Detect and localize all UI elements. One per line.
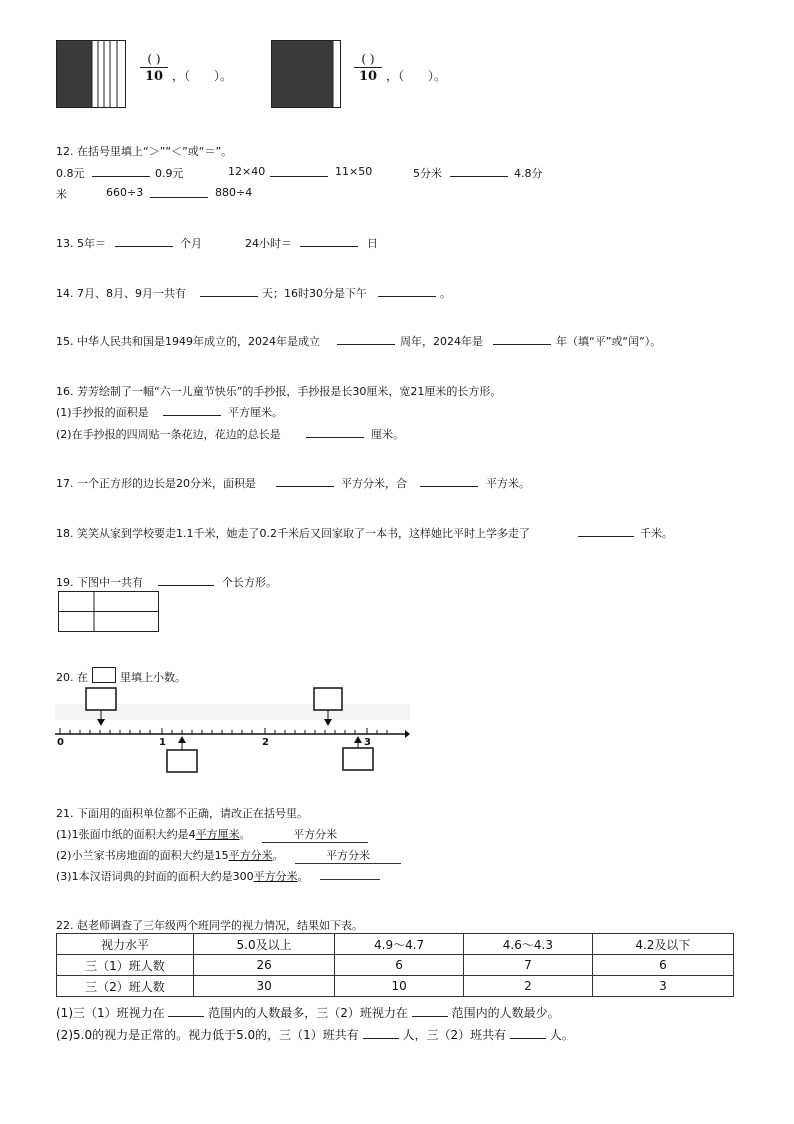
q22-blank-2[interactable] bbox=[412, 1005, 448, 1017]
q22-s1a: (1)三（1）班视力在 bbox=[56, 1006, 165, 1020]
q14-p1: 14. 7月、8月、9月一共有 bbox=[56, 287, 186, 300]
q20-tick-0: 0 bbox=[57, 737, 64, 748]
q21-s1b: 。 bbox=[239, 828, 251, 841]
q16-s2b: 厘米。 bbox=[371, 428, 404, 441]
q12-blank-b[interactable] bbox=[270, 165, 328, 177]
q11-right-denominator: 10 bbox=[358, 69, 378, 84]
q15-p3: 年（填“平”或“闰”）。 bbox=[556, 335, 662, 348]
q19-p1: 19. 下图中一共有 bbox=[56, 576, 143, 589]
q12-blank-d[interactable] bbox=[150, 186, 208, 198]
q14-blank-2[interactable] bbox=[378, 285, 436, 297]
table-cell: 三（2）班人数 bbox=[57, 976, 194, 997]
vision-table bbox=[56, 933, 734, 997]
q21-s3b: 。 bbox=[297, 870, 309, 883]
table-cell: 7 bbox=[463, 955, 592, 976]
q20-number-line-figure bbox=[55, 686, 410, 774]
q11-right-numerator: ( ) bbox=[361, 52, 375, 66]
q21-s3a: (3)1本汉语词典的封面的面积大约是300 bbox=[56, 870, 254, 883]
q15-blank-2[interactable] bbox=[493, 333, 551, 345]
q20-p1: 20. 在 bbox=[56, 671, 88, 684]
q16-s1a: (1)手抄报的面积是 bbox=[56, 406, 149, 419]
q11-left-denominator: 10 bbox=[144, 69, 164, 84]
table-header-cell: 4.2及以下 bbox=[592, 934, 733, 955]
q21-answer-2[interactable]: 平方分米 bbox=[295, 847, 401, 864]
q21-title: 21. 下面用的面积单位都不正确，请改正在括号里。 bbox=[56, 807, 308, 820]
q16-blank-2[interactable] bbox=[306, 426, 364, 438]
q17-p3: 平方米。 bbox=[486, 477, 530, 490]
q14-blank-1[interactable] bbox=[200, 285, 258, 297]
q22-s1c: 范围内的人数最少。 bbox=[451, 1006, 560, 1020]
q22-blank-3[interactable] bbox=[363, 1027, 399, 1039]
q17-blank-2[interactable] bbox=[420, 475, 478, 487]
q20-tick-1: 1 bbox=[159, 737, 166, 748]
q17-p1: 17. 一个正方形的边长是20分米，面积是 bbox=[56, 477, 256, 490]
q16-s2a: (2)在手抄报的四周贴一条花边，花边的总长是 bbox=[56, 428, 281, 441]
q11-left-grid-figure bbox=[56, 40, 126, 108]
q14-p3: 。 bbox=[440, 287, 451, 300]
table-cell: 30 bbox=[194, 976, 335, 997]
q21-s1a: (1)1张面巾纸的面积大约是4 bbox=[56, 828, 196, 841]
table-cell: 6 bbox=[335, 955, 464, 976]
q18-p2: 千米。 bbox=[640, 527, 673, 540]
q22-s2c: 人。 bbox=[549, 1028, 574, 1042]
q11-left-fraction bbox=[140, 52, 168, 84]
q12-a1: 0.8元 bbox=[56, 167, 85, 180]
q17-p2: 平方分米，合 bbox=[341, 477, 407, 490]
q21-line3 bbox=[56, 868, 380, 884]
q22-blank-4[interactable] bbox=[510, 1027, 546, 1039]
q12-c3: 米 bbox=[56, 188, 67, 201]
q14-p2: 天；16时30分是下午 bbox=[262, 287, 367, 300]
q12-b1: 12×40 bbox=[228, 165, 266, 178]
q21-answer-1[interactable]: 平方分米 bbox=[262, 826, 368, 843]
q22-sub2 bbox=[56, 1026, 574, 1043]
q21-answer-3[interactable] bbox=[320, 868, 380, 880]
table-row bbox=[57, 955, 734, 976]
q20-inline-box bbox=[92, 667, 116, 683]
table-header-cell: 4.6～4.3 bbox=[463, 934, 592, 955]
q18-p1: 18. 笑笑从家到学校要走1.1千米，她走了0.2千米后又回家取了一本书，这样她比平时上学多走了 bbox=[56, 527, 530, 540]
q16-s1b: 平方厘米。 bbox=[228, 406, 283, 419]
q20-tick-3: 3 bbox=[364, 737, 371, 748]
q20-p2: 里填上小数。 bbox=[120, 671, 186, 684]
q22-s2b: 人，三（2）班共有 bbox=[402, 1028, 507, 1042]
q11-right-grid bbox=[271, 40, 341, 108]
q12-a2: 0.9元 bbox=[155, 167, 184, 180]
q21-s2a: (2)小兰家书房地面的面积大约是15 bbox=[56, 849, 229, 862]
q12-b2: 11×50 bbox=[335, 165, 373, 178]
table-cell: 6 bbox=[592, 955, 733, 976]
q13-p1: 13. 5年＝ bbox=[56, 237, 106, 250]
q12-c1: 5分米 bbox=[413, 167, 442, 180]
table-header-cell: 视力水平 bbox=[57, 934, 194, 955]
q11-right-grid-figure bbox=[271, 40, 341, 108]
q22-blank-1[interactable] bbox=[168, 1005, 204, 1017]
q12-c2: 4.8分 bbox=[514, 167, 543, 180]
q21-line2 bbox=[56, 847, 401, 864]
q11-left-tail: ，（ ）。 bbox=[172, 69, 233, 83]
q12-d1: 660÷3 bbox=[106, 186, 144, 199]
table-header-cell: 5.0及以上 bbox=[194, 934, 335, 955]
table-row bbox=[57, 976, 734, 997]
q21-line1 bbox=[56, 826, 368, 843]
table-cell: 3 bbox=[592, 976, 733, 997]
q12-blank-a[interactable] bbox=[92, 165, 150, 177]
q15-p1: 15. 中华人民共和国是1949年成立的，2024年是成立 bbox=[56, 335, 320, 348]
q21-s1u: 平方厘米 bbox=[195, 828, 240, 841]
q19-rectangle-figure bbox=[58, 591, 160, 636]
q22-s1b: 范围内的人数最多，三（2）班视力在 bbox=[208, 1006, 408, 1020]
q13-blank-2[interactable] bbox=[300, 235, 358, 247]
q13-p4: 日 bbox=[367, 237, 378, 250]
q16-title: 16. 芳芳绘制了一幅“六一儿童节快乐”的手抄报，手抄报是长30厘米，宽21厘米的长方形。 bbox=[56, 385, 502, 398]
q13-p3: 24小时＝ bbox=[245, 237, 292, 250]
q21-s3u: 平方分米 bbox=[253, 870, 298, 883]
q17-blank-1[interactable] bbox=[276, 475, 334, 487]
q19-blank[interactable] bbox=[158, 574, 214, 586]
q11-left-grid bbox=[56, 40, 126, 108]
table-header-cell: 4.9～4.7 bbox=[335, 934, 464, 955]
q16-blank-1[interactable] bbox=[163, 404, 221, 416]
q11-right-fraction bbox=[354, 52, 382, 84]
table-cell: 三（1）班人数 bbox=[57, 955, 194, 976]
table-cell: 10 bbox=[335, 976, 464, 997]
q19-p2: 个长方形。 bbox=[222, 576, 277, 589]
q22-sub1 bbox=[56, 1004, 560, 1021]
table-cell: 26 bbox=[194, 955, 335, 976]
q21-s2u: 平方分米 bbox=[228, 849, 273, 862]
q22-title: 22. 赵老师调查了三年级两个班同学的视力情况，结果如下表。 bbox=[56, 919, 363, 932]
q13-p2: 个月 bbox=[180, 237, 202, 250]
q18-blank[interactable] bbox=[578, 525, 634, 537]
q15-p2: 周年，2024年是 bbox=[400, 335, 483, 348]
q13-blank-1[interactable] bbox=[115, 235, 173, 247]
table-header-row bbox=[57, 934, 734, 955]
q15-blank-1[interactable] bbox=[337, 333, 395, 345]
q20-tick-2: 2 bbox=[262, 737, 269, 748]
table-cell: 2 bbox=[463, 976, 592, 997]
q12-d2: 880÷4 bbox=[215, 186, 253, 199]
q12-blank-c[interactable] bbox=[450, 165, 508, 177]
q22-s2a: (2)5.0的视力是正常的。视力低于5.0的，三（1）班共有 bbox=[56, 1028, 359, 1042]
q11-left-numerator: ( ) bbox=[147, 52, 161, 66]
q21-s2b: 。 bbox=[272, 849, 284, 862]
q11-right-tail: ，（ ）。 bbox=[386, 69, 447, 83]
q12-title: 12. 在括号里填上“＞”“＜”或“＝”。 bbox=[56, 145, 233, 158]
